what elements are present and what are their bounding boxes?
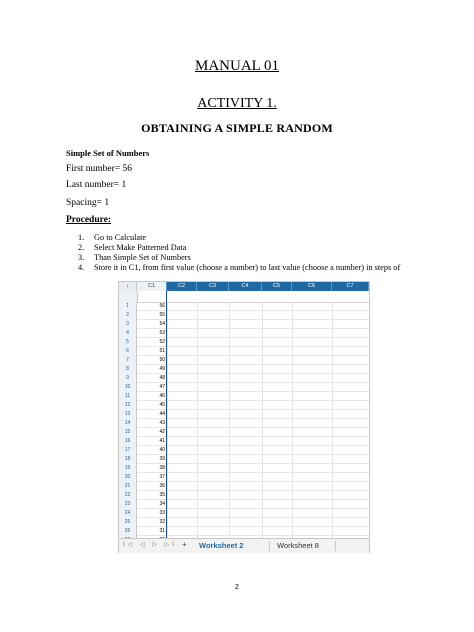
- worksheet-row: [119, 419, 369, 428]
- cell-c1[interactable]: 42: [137, 428, 167, 437]
- worksheet-row: [119, 302, 369, 311]
- cell-c1[interactable]: 53: [137, 329, 167, 338]
- section-title: Simple Set of Numbers: [66, 148, 150, 158]
- last-number-text: Last number= 1: [66, 180, 127, 190]
- cell-c1[interactable]: 47: [137, 383, 167, 392]
- row-number[interactable]: 2: [119, 311, 137, 320]
- row-number[interactable]: 16: [119, 437, 137, 446]
- row-number[interactable]: 8: [119, 365, 137, 374]
- tab-divider: [335, 541, 336, 551]
- step-item: 2. Select Make Patterned Data: [78, 243, 187, 252]
- cell-c1[interactable]: 39: [137, 455, 167, 464]
- first-number-text: First number= 56: [66, 164, 133, 174]
- worksheet-row: [119, 455, 369, 464]
- worksheet-row: [119, 491, 369, 500]
- worksheet-row: [119, 338, 369, 347]
- worksheet-row: [119, 446, 369, 455]
- worksheet-row: [119, 383, 369, 392]
- worksheet-row: [119, 329, 369, 338]
- step-item: 3. Than Simple Set of Numbers: [78, 253, 191, 262]
- cell-c1[interactable]: 35: [137, 491, 167, 500]
- cell-c1[interactable]: 45: [137, 401, 167, 410]
- row-number[interactable]: 4: [119, 329, 137, 338]
- row-number[interactable]: 15: [119, 428, 137, 437]
- cell-c1[interactable]: 46: [137, 392, 167, 401]
- column-header-row: [119, 282, 369, 291]
- cell-c1[interactable]: 49: [137, 365, 167, 374]
- tab-nav-icons[interactable]: I◁ ◁ ▷ ▷I: [123, 542, 177, 548]
- column-header[interactable]: C2: [167, 282, 197, 291]
- step-item: 1. Go to Calculate: [78, 233, 147, 242]
- worksheet-row: [119, 365, 369, 374]
- row-number[interactable]: 24: [119, 509, 137, 518]
- cell-c1[interactable]: 51: [137, 347, 167, 356]
- column-header[interactable]: C4: [229, 282, 262, 291]
- row-number[interactable]: 14: [119, 419, 137, 428]
- down-arrow-icon: ↓: [119, 282, 137, 291]
- cell-c1[interactable]: 50: [137, 356, 167, 365]
- row-number[interactable]: 12: [119, 401, 137, 410]
- cell-c1[interactable]: 54: [137, 320, 167, 329]
- worksheet-row: [119, 473, 369, 482]
- cell-c1[interactable]: 55: [137, 311, 167, 320]
- cell-c1[interactable]: 38: [137, 464, 167, 473]
- row-number[interactable]: 18: [119, 455, 137, 464]
- tab-worksheet-2[interactable]: Worksheet 2: [199, 541, 244, 550]
- row-number[interactable]: 11: [119, 392, 137, 401]
- row-number[interactable]: 5: [119, 338, 137, 347]
- page-number: 2: [235, 584, 239, 591]
- row-number[interactable]: 23: [119, 500, 137, 509]
- cell-c1[interactable]: 33: [137, 509, 167, 518]
- worksheet-row: [119, 464, 369, 473]
- worksheet-row: [119, 347, 369, 356]
- worksheet-screenshot: [118, 281, 370, 553]
- column-header[interactable]: C3: [197, 282, 229, 291]
- column-header[interactable]: C6: [292, 282, 332, 291]
- cell-c1[interactable]: 37: [137, 473, 167, 482]
- add-sheet-icon[interactable]: +: [182, 540, 187, 549]
- row-number[interactable]: 1: [119, 302, 137, 311]
- row-number[interactable]: 21: [119, 482, 137, 491]
- cell-c1[interactable]: 40: [137, 446, 167, 455]
- row-number[interactable]: 10: [119, 383, 137, 392]
- row-number[interactable]: 3: [119, 320, 137, 329]
- row-number[interactable]: 22: [119, 491, 137, 500]
- worksheet-row: [119, 374, 369, 383]
- cell-c1[interactable]: 36: [137, 482, 167, 491]
- activity-title: ACTIVITY 1.: [197, 96, 277, 111]
- row-number[interactable]: 7: [119, 356, 137, 365]
- cell-c1[interactable]: 56: [137, 302, 167, 311]
- row-number[interactable]: 19: [119, 464, 137, 473]
- worksheet-row: [119, 500, 369, 509]
- worksheet-row: [119, 320, 369, 329]
- tab-worksheet-8[interactable]: Worksheet 8: [277, 541, 319, 550]
- worksheet-row: [119, 410, 369, 419]
- spacing-text: Spacing= 1: [66, 198, 110, 208]
- row-number[interactable]: 25: [119, 518, 137, 527]
- column-header[interactable]: C7: [332, 282, 369, 291]
- procedure-label: Procedure:: [66, 215, 112, 225]
- cell-c1[interactable]: 44: [137, 410, 167, 419]
- worksheet-row: [119, 392, 369, 401]
- worksheet-row: [119, 401, 369, 410]
- cell-c1[interactable]: 34: [137, 500, 167, 509]
- row-number[interactable]: 9: [119, 374, 137, 383]
- step-item: 4. Store it in C1, from first value (choose a number) to last value (choose a number) in steps of: [78, 263, 401, 272]
- worksheet-tab-bar: [119, 538, 369, 553]
- worksheet-row: [119, 482, 369, 491]
- row-number[interactable]: 13: [119, 410, 137, 419]
- cell-c1[interactable]: 43: [137, 419, 167, 428]
- worksheet-row: [119, 518, 369, 527]
- worksheet-row: [119, 428, 369, 437]
- cell-c1[interactable]: 32: [137, 518, 167, 527]
- cell-c1[interactable]: 52: [137, 338, 167, 347]
- worksheet-row: [119, 437, 369, 446]
- cell-c1[interactable]: 41: [137, 437, 167, 446]
- tab-divider: [269, 541, 270, 551]
- worksheet-row: [119, 527, 369, 536]
- column-header[interactable]: C1: [137, 282, 167, 291]
- row-number[interactable]: 20: [119, 473, 137, 482]
- column-header[interactable]: C5: [262, 282, 292, 291]
- cell-c1[interactable]: 31: [137, 527, 167, 536]
- worksheet-row: [119, 356, 369, 365]
- cell-c1[interactable]: 48: [137, 374, 167, 383]
- procedure-steps: [66, 233, 401, 273]
- worksheet-row: [119, 311, 369, 320]
- row-number[interactable]: 26: [119, 527, 137, 536]
- row-number[interactable]: 17: [119, 446, 137, 455]
- activity-subtitle: OBTAINING A SIMPLE RANDOM: [141, 121, 333, 135]
- worksheet-grid: [119, 302, 369, 538]
- worksheet-row: [119, 509, 369, 518]
- manual-title: MANUAL 01: [194, 58, 280, 74]
- row-number[interactable]: 6: [119, 347, 137, 356]
